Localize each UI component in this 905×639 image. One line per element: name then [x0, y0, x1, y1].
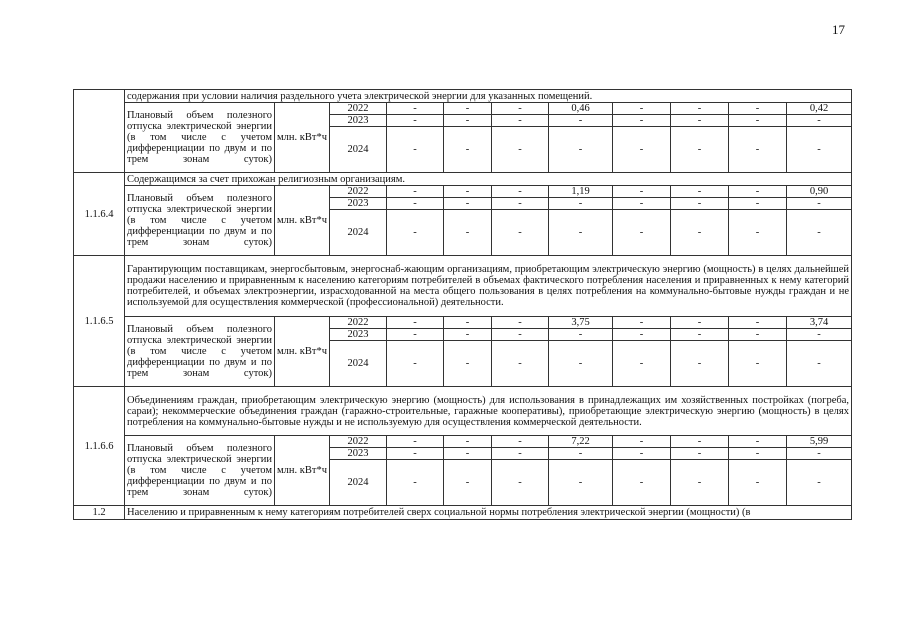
- value-cell: -: [549, 210, 613, 256]
- section-description: Объединениям граждан, приобретающим электрическую энергию (мощность) для использования в принадлежащих им хозяйственных постройках (погреба, сараи); некоммерческие объединения граждан (гаражно-строительные, гаражные кооперативы), приобретающие электрическую энергию (мощность) в целях потребления на коммунально-бытовые нужды и не используемую для осуществления коммерческой деятельности.: [125, 387, 852, 436]
- value-cell: -: [671, 210, 729, 256]
- year-cell: 2022: [330, 317, 387, 329]
- value-cell: -: [729, 448, 787, 460]
- value-cell: -: [613, 103, 671, 115]
- value-cell: -: [387, 210, 444, 256]
- value-cell: 3,74: [787, 317, 852, 329]
- year-cell: 2023: [330, 198, 387, 210]
- value-cell: -: [492, 198, 549, 210]
- section-row: [74, 173, 852, 186]
- section-description: Населению и приравненным к нему категориям потребителей сверх социальной нормы потребления электрической энергии (мощности) (в: [125, 506, 852, 520]
- section-row: [74, 90, 852, 103]
- value-cell: -: [444, 210, 492, 256]
- value-cell: -: [613, 448, 671, 460]
- value-cell: -: [549, 341, 613, 387]
- value-cell: -: [787, 210, 852, 256]
- value-cell: -: [671, 460, 729, 506]
- value-cell: -: [444, 448, 492, 460]
- year-cell: 2023: [330, 115, 387, 127]
- value-cell: -: [387, 115, 444, 127]
- value-cell: -: [671, 317, 729, 329]
- value-cell: -: [387, 103, 444, 115]
- value-cell: -: [787, 341, 852, 387]
- value-cell: -: [787, 198, 852, 210]
- value-cell: 1,19: [549, 186, 613, 198]
- item-code: 1.1.6.6: [74, 387, 125, 506]
- table-row: [74, 506, 852, 520]
- value-cell: -: [613, 186, 671, 198]
- tariff-table: [73, 89, 852, 520]
- value-cell: -: [729, 317, 787, 329]
- value-cell: -: [549, 198, 613, 210]
- value-cell: -: [613, 127, 671, 173]
- value-cell: -: [492, 329, 549, 341]
- table-row: [74, 436, 852, 448]
- value-cell: -: [729, 329, 787, 341]
- value-cell: -: [729, 115, 787, 127]
- value-cell: -: [613, 329, 671, 341]
- value-cell: -: [729, 198, 787, 210]
- value-cell: -: [671, 436, 729, 448]
- value-cell: -: [387, 448, 444, 460]
- value-cell: -: [387, 329, 444, 341]
- value-cell: -: [444, 115, 492, 127]
- year-cell: 2024: [330, 460, 387, 506]
- value-cell: -: [444, 460, 492, 506]
- value-cell: -: [671, 329, 729, 341]
- value-cell: -: [729, 341, 787, 387]
- year-cell: 2022: [330, 186, 387, 198]
- value-cell: -: [444, 436, 492, 448]
- year-cell: 2024: [330, 127, 387, 173]
- value-cell: -: [613, 317, 671, 329]
- item-code: 1.1.6.5: [74, 256, 125, 387]
- value-cell: -: [671, 115, 729, 127]
- section-description: Содержащимся за счет прихожан религиозным организациям.: [125, 173, 852, 186]
- value-cell: -: [729, 103, 787, 115]
- year-cell: 2023: [330, 329, 387, 341]
- value-cell: -: [787, 329, 852, 341]
- row-label: Плановый объем полезного отпуска электрической энергии (в том числе с учетом дифференциации по двум и по трем зонам суток): [125, 317, 275, 387]
- value-cell: -: [613, 460, 671, 506]
- value-cell: -: [729, 186, 787, 198]
- value-cell: -: [549, 127, 613, 173]
- value-cell: -: [729, 127, 787, 173]
- value-cell: -: [444, 127, 492, 173]
- value-cell: -: [444, 329, 492, 341]
- value-cell: 3,75: [549, 317, 613, 329]
- value-cell: -: [444, 198, 492, 210]
- value-cell: -: [671, 448, 729, 460]
- value-cell: 5,99: [787, 436, 852, 448]
- value-cell: -: [549, 115, 613, 127]
- value-cell: -: [729, 460, 787, 506]
- value-cell: -: [492, 186, 549, 198]
- year-cell: 2023: [330, 448, 387, 460]
- value-cell: -: [387, 341, 444, 387]
- value-cell: -: [613, 436, 671, 448]
- unit-cell: млн. кВт*ч: [275, 317, 330, 387]
- value-cell: -: [549, 448, 613, 460]
- value-cell: -: [549, 460, 613, 506]
- row-label: Плановый объем полезного отпуска электрической энергии (в том числе с учетом дифференциации по двум и по трем зонам суток): [125, 436, 275, 506]
- section-description: содержания при условии наличия раздельного учета электрической энергии для указанных помещений.: [125, 90, 852, 103]
- value-cell: -: [492, 341, 549, 387]
- value-cell: -: [613, 115, 671, 127]
- value-cell: -: [387, 460, 444, 506]
- value-cell: -: [671, 341, 729, 387]
- value-cell: -: [444, 341, 492, 387]
- value-cell: -: [671, 127, 729, 173]
- year-cell: 2024: [330, 341, 387, 387]
- value-cell: -: [387, 198, 444, 210]
- section-row: [74, 256, 852, 317]
- value-cell: -: [787, 460, 852, 506]
- value-cell: -: [787, 115, 852, 127]
- value-cell: -: [492, 210, 549, 256]
- value-cell: -: [387, 127, 444, 173]
- value-cell: -: [444, 103, 492, 115]
- value-cell: -: [671, 103, 729, 115]
- value-cell: -: [387, 317, 444, 329]
- table-row: [74, 317, 852, 329]
- page-number: 17: [832, 22, 845, 37]
- value-cell: -: [613, 341, 671, 387]
- item-code: 1.1.6.4: [74, 173, 125, 256]
- value-cell: -: [787, 127, 852, 173]
- year-cell: 2024: [330, 210, 387, 256]
- value-cell: -: [671, 186, 729, 198]
- table-row: [74, 103, 852, 115]
- value-cell: -: [671, 198, 729, 210]
- value-cell: -: [549, 329, 613, 341]
- value-cell: -: [613, 210, 671, 256]
- value-cell: -: [444, 317, 492, 329]
- section-description: Гарантирующим поставщикам, энергосбытовым, энергоснаб-жающим организациям, приобретающим электрическую энергию (мощность) в целях дальнейшей продажи населению и приравненным к населению категориям потребителей в объемах фактического потребления населения и приравненных к нему категорий потребителей, и объемах электроэнергии, израсходованной на места общего пользования в целях потребления на коммунально-бытовые нужды граждан и не используемой для осуществления коммерческой (профессиональной) деятельности.: [125, 256, 852, 317]
- value-cell: -: [444, 186, 492, 198]
- table-row: [74, 186, 852, 198]
- value-cell: -: [492, 448, 549, 460]
- table-body: [74, 90, 852, 520]
- value-cell: 7,22: [549, 436, 613, 448]
- row-label: Плановый объем полезного отпуска электрической энергии (в том числе с учетом дифференциации по двум и по трем зонам суток): [125, 103, 275, 173]
- year-cell: 2022: [330, 436, 387, 448]
- unit-cell: млн. кВт*ч: [275, 436, 330, 506]
- value-cell: -: [729, 210, 787, 256]
- value-cell: 0,46: [549, 103, 613, 115]
- value-cell: -: [492, 460, 549, 506]
- unit-cell: млн. кВт*ч: [275, 186, 330, 256]
- value-cell: 0,42: [787, 103, 852, 115]
- value-cell: 0,90: [787, 186, 852, 198]
- value-cell: -: [492, 436, 549, 448]
- value-cell: -: [787, 448, 852, 460]
- value-cell: -: [492, 103, 549, 115]
- value-cell: -: [387, 186, 444, 198]
- item-code: [74, 90, 125, 173]
- section-row: [74, 387, 852, 436]
- row-label: Плановый объем полезного отпуска электрической энергии (в том числе с учетом дифференциации по двум и по трем зонам суток): [125, 186, 275, 256]
- year-cell: 2022: [330, 103, 387, 115]
- value-cell: -: [492, 115, 549, 127]
- value-cell: -: [729, 436, 787, 448]
- unit-cell: млн. кВт*ч: [275, 103, 330, 173]
- value-cell: -: [492, 317, 549, 329]
- value-cell: -: [613, 198, 671, 210]
- value-cell: -: [492, 127, 549, 173]
- item-code: 1.2: [74, 506, 125, 520]
- value-cell: -: [387, 436, 444, 448]
